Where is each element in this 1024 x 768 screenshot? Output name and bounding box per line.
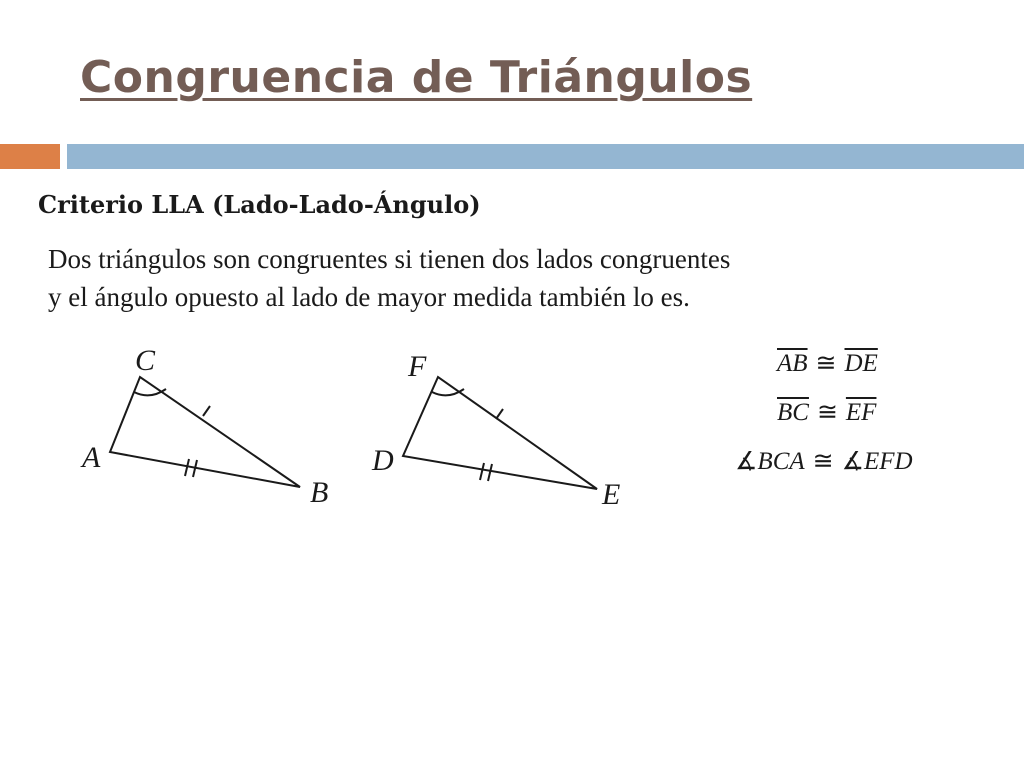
- congruent-symbol: ≅: [816, 399, 838, 426]
- angle-bca: BCA: [757, 448, 805, 475]
- vertex-label-c: C: [135, 344, 156, 377]
- angle-c-arc: [134, 389, 166, 395]
- vertex-label-f: F: [408, 350, 427, 383]
- congruent-symbol: ≅: [812, 448, 834, 475]
- segment-ef: $\overline{EF}$: [845, 399, 877, 426]
- congruent-symbol: ≅: [815, 350, 837, 377]
- triangle-fde: [403, 377, 597, 489]
- vertex-label-b: B: [310, 476, 329, 509]
- statement-line-1: Dos triángulos son congruentes si tienen dos lados congruentes: [48, 244, 731, 274]
- segment-de: $\overline{DE}$: [844, 350, 878, 377]
- vertex-label-e: E: [602, 478, 621, 511]
- angle-efd: EFD: [864, 448, 913, 475]
- segment-ab: $\overline{AB}$: [777, 350, 808, 377]
- relation-angle-bca-efd: [735, 446, 965, 495]
- side-cb-tick: [203, 406, 210, 416]
- relation-bc-ef: [735, 397, 965, 446]
- triangle-cab: [110, 377, 300, 487]
- accent-bar: [0, 144, 60, 169]
- side-ab-tick-1: [185, 459, 189, 476]
- side-de-tick-2: [488, 464, 492, 481]
- side-de-tick-1: [480, 463, 484, 480]
- relation-ab-de: [735, 348, 965, 397]
- angle-icon: ∡: [841, 448, 865, 475]
- side-fe-tick: [496, 409, 503, 419]
- segment-bc: $\overline{BC}$: [777, 399, 809, 426]
- title-divider-bar: [67, 144, 1024, 169]
- triangles-figure: [0, 330, 680, 520]
- criterion-heading: Criterio LLA (Lado-Lado-Ángulo): [38, 190, 481, 219]
- criterion-statement: [48, 240, 988, 316]
- statement-line-2: y el ángulo opuesto al lado de mayor medida también lo es.: [48, 282, 690, 312]
- slide-title: Congruencia de Triángulos: [80, 52, 753, 103]
- angle-f-arc: [432, 389, 464, 395]
- vertex-label-a: A: [82, 441, 101, 474]
- vertex-label-d: D: [372, 444, 394, 477]
- triangle-fde-sides: [403, 377, 597, 489]
- congruence-relations: [735, 348, 965, 495]
- angle-icon: ∡: [735, 448, 758, 475]
